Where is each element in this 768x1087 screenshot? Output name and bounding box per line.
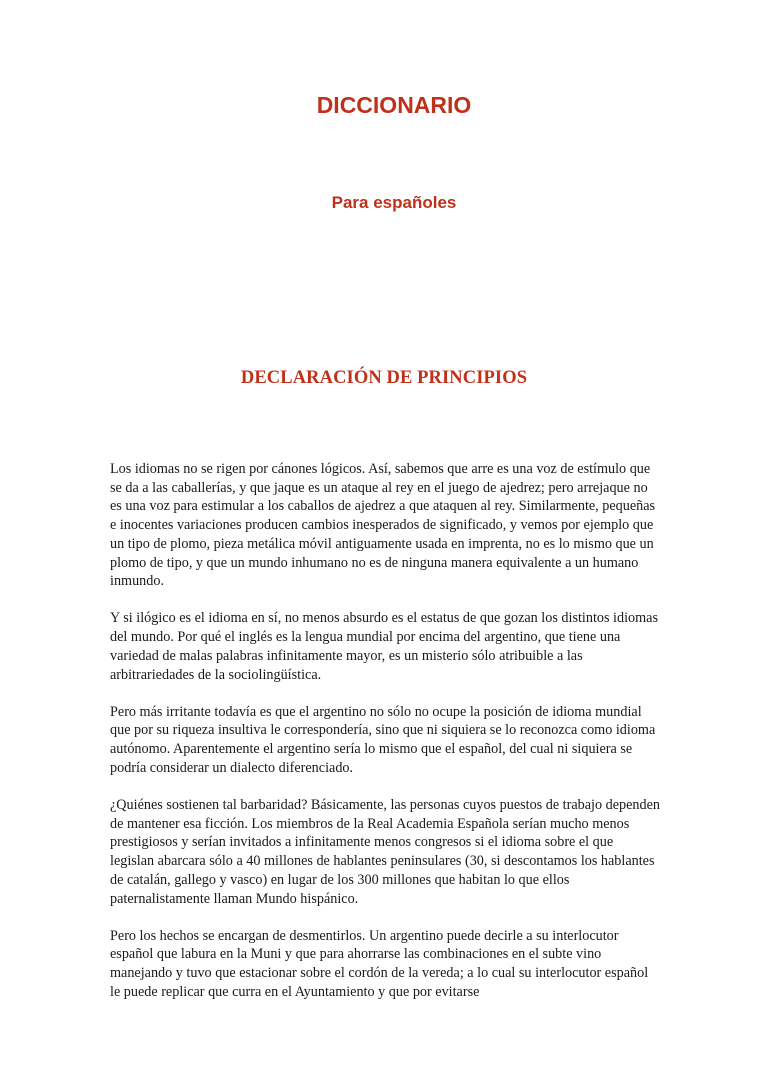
paragraph-4: ¿Quiénes sostienen tal barbaridad? Básicamente, las personas cuyos puestos de trabajo dependen de mantener esa ficción. Los miembros de la Real Academia Española serían mucho menos prestigiosos y serían invitados a infinitamente menos congresos si el idioma sobre el que legislan abarcara sólo a 40 millones de hablantes peninsulares (30, si descontamos los hablantes de catalán, gallego y vasco) en lugar de los 300 millones que habitan lo que ellos paternalistamente llaman Mundo hispánico. xyxy=(110,797,660,907)
section-heading: DECLARACIÓN DE PRINCIPIOS xyxy=(240,368,528,388)
paragraph-1: Los idiomas no se rigen por cánones lógicos. Así, sabemos que arre es una voz de estímulo que se da a las caballerías, y que jaque es un ataque al rey en el juego de ajedrez; pero arrejaque no es una voz para estimular a los caballos de ajedrez a que ataquen al rey. Similarmente, pequeñas e inocentes variaciones producen cambios inesperados de significado, y vemos por ejemplo que un tipo de plomo, pieza metálica móvil antiguamente usada en imprenta, no es lo mismo que un plomo de tipo, y que un mundo inhumano no es de ninguna manera equivalente a un humano inmundo. xyxy=(110,461,656,590)
paragraph-2: Y si ilógico es el idioma en sí, no menos absurdo es el estatus de que gozan los distintos idiomas del mundo. Por qué el inglés es la lengua mundial por encima del argentino, que tiene una variedad de malas palabras infinitamente mayor, es un misterio sólo atribuible a las arbitrariedades de la sociolingüística. xyxy=(110,610,658,683)
paragraph-3: Pero más irritante todavía es que el argentino no sólo no ocupe la posición de idioma mundial que por su riqueza insultiva le correspondería, sino que ni siquiera se lo reconozca como idioma autónomo. Aparentemente el argentino sería lo mismo que el español, del cual ni siquiera se podría considerar un dialecto diferenciado. xyxy=(110,703,656,776)
document-subtitle: Para españoles xyxy=(331,193,457,212)
document-title: DICCIONARIO xyxy=(316,92,472,118)
paragraph-5: Pero los hechos se encargan de desmentirlos. Un argentino puede decirle a su interlocutor español que labura en la Muni y que para ahorrarse las combinaciones en el subte vino manejando y tuvo que estacionar sobre el cordón de la vereda; a lo cual su interlocutor español le puede replicar que curra en el Ayuntamiento y que por evitarse xyxy=(110,927,649,1000)
body-text xyxy=(110,460,660,1020)
